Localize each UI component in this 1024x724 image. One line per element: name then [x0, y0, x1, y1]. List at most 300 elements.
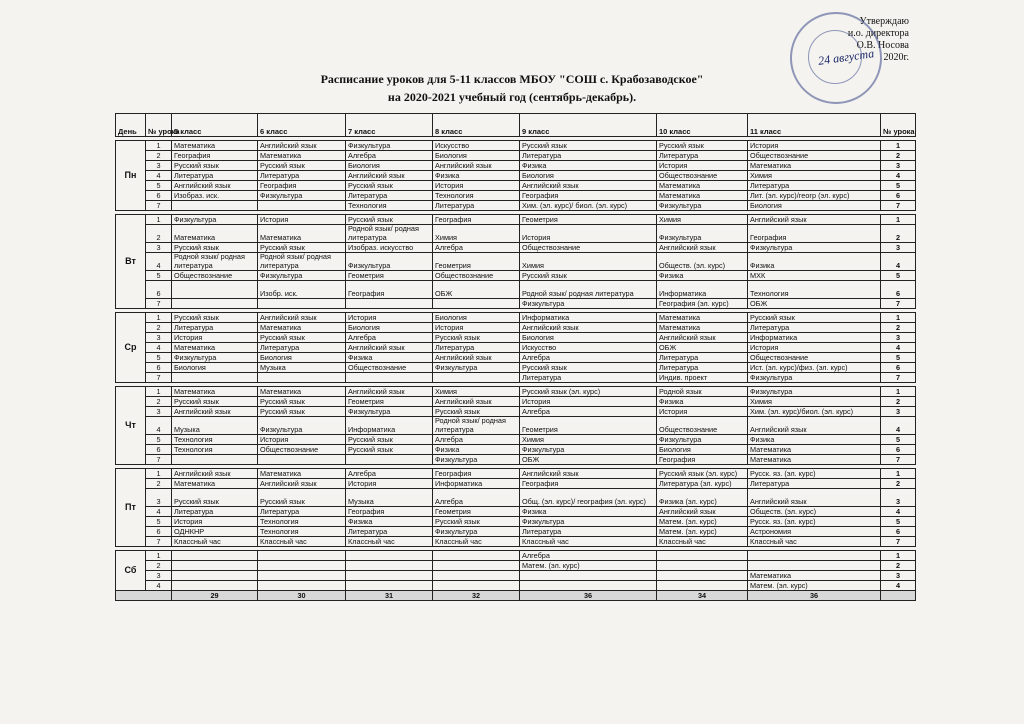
lesson-cell: ОБЖ — [748, 299, 881, 309]
lesson-cell: Литература — [657, 363, 748, 373]
table-row — [116, 333, 916, 343]
lesson-number: 3 — [146, 243, 172, 253]
total-hours: 36 — [748, 591, 881, 601]
lesson-number-right: 5 — [881, 435, 916, 445]
column-header: 11 класс — [748, 114, 881, 137]
lesson-number-right: 6 — [881, 191, 916, 201]
lesson-number-right: 6 — [881, 445, 916, 455]
lesson-number: 2 — [146, 323, 172, 333]
lesson-cell: Классный час — [258, 537, 346, 547]
lesson-cell: Родной язык/ родная литература — [433, 417, 520, 435]
lesson-cell: Классный час — [172, 537, 258, 547]
lesson-cell: Химия — [748, 171, 881, 181]
lesson-cell — [172, 571, 258, 581]
lesson-cell: Технология — [748, 281, 881, 299]
approval-line-2: и.о. директора — [847, 28, 909, 39]
lesson-cell: Русский язык — [748, 313, 881, 323]
lesson-cell: География — [433, 469, 520, 479]
lesson-cell: Русский язык — [346, 181, 433, 191]
lesson-number-right: 7 — [881, 455, 916, 465]
column-header: № урока — [881, 114, 916, 137]
lesson-cell: История — [657, 407, 748, 417]
lesson-number: 6 — [146, 191, 172, 201]
lesson-number: 5 — [146, 353, 172, 363]
table-row — [116, 397, 916, 407]
lesson-cell: Физика — [433, 171, 520, 181]
lesson-cell — [433, 571, 520, 581]
lesson-number-right: 6 — [881, 281, 916, 299]
totals-end — [881, 591, 916, 601]
lesson-cell: Математика — [258, 387, 346, 397]
lesson-number-right: 2 — [881, 323, 916, 333]
approval-line-4: 2020г. — [883, 52, 909, 63]
lesson-cell: Математика — [657, 323, 748, 333]
lesson-number: 2 — [146, 561, 172, 571]
lesson-cell: Технология — [433, 191, 520, 201]
lesson-cell: История — [748, 141, 881, 151]
lesson-cell: Алгебра — [346, 469, 433, 479]
lesson-cell: География — [433, 215, 520, 225]
lesson-number-right: 2 — [881, 397, 916, 407]
table-row — [116, 161, 916, 171]
lesson-cell: Физкультура — [172, 353, 258, 363]
lesson-cell: Классный час — [657, 537, 748, 547]
lesson-cell — [433, 561, 520, 571]
lesson-cell — [657, 581, 748, 591]
lesson-cell: Алгебра — [346, 151, 433, 161]
table-row — [116, 445, 916, 455]
lesson-cell: История — [657, 161, 748, 171]
lesson-cell: Биология — [748, 201, 881, 211]
lesson-number-right: 3 — [881, 243, 916, 253]
lesson-cell: Русский язык — [172, 313, 258, 323]
lesson-cell: Математика — [748, 455, 881, 465]
lesson-cell: Математика — [172, 479, 258, 489]
lesson-cell: История — [433, 323, 520, 333]
lesson-number-right: 2 — [881, 479, 916, 489]
lesson-cell: География — [748, 225, 881, 243]
lesson-number: 6 — [146, 363, 172, 373]
lesson-cell: Русский язык — [346, 435, 433, 445]
lesson-number: 5 — [146, 517, 172, 527]
lesson-cell: Математика — [748, 571, 881, 581]
lesson-cell: Обществознание — [657, 417, 748, 435]
table-row — [116, 581, 916, 591]
lesson-cell: Литература — [258, 343, 346, 353]
lesson-cell: Математика — [172, 387, 258, 397]
lesson-number-right: 4 — [881, 171, 916, 181]
lesson-cell: История — [172, 333, 258, 343]
lesson-cell — [346, 581, 433, 591]
day-name: Ср — [116, 313, 146, 383]
lesson-cell — [346, 551, 433, 561]
total-hours: 36 — [520, 591, 657, 601]
lesson-cell: Лит. (эл. курс)/геогр (эл. курс) — [748, 191, 881, 201]
lesson-number: 3 — [146, 333, 172, 343]
lesson-cell: Английский язык — [258, 313, 346, 323]
total-hours: 32 — [433, 591, 520, 601]
lesson-cell: Английский язык — [657, 243, 748, 253]
lesson-number-right: 5 — [881, 181, 916, 191]
lesson-number: 3 — [146, 489, 172, 507]
approval-line-1: Утверждаю — [859, 16, 909, 27]
lesson-cell: Биология — [258, 353, 346, 363]
lesson-cell: Геометрия — [520, 417, 657, 435]
lesson-number-right: 6 — [881, 363, 916, 373]
lesson-cell: Английский язык — [433, 353, 520, 363]
lesson-cell: Обществознание — [748, 151, 881, 161]
lesson-cell — [172, 551, 258, 561]
lesson-cell: Физкультура — [433, 363, 520, 373]
lesson-cell: Физика — [346, 353, 433, 363]
lesson-number-right: 5 — [881, 353, 916, 363]
lesson-number: 7 — [146, 201, 172, 211]
column-header: № урока — [146, 114, 172, 137]
lesson-number-right: 1 — [881, 469, 916, 479]
lesson-cell: Физкультура — [433, 527, 520, 537]
lesson-cell: Технология — [172, 435, 258, 445]
lesson-cell: Геометрия — [346, 271, 433, 281]
lesson-cell: Английский язык — [520, 181, 657, 191]
column-header: 7 класс — [346, 114, 433, 137]
table-row — [116, 507, 916, 517]
lesson-cell: Физкультура — [346, 141, 433, 151]
lesson-cell: Технология — [346, 201, 433, 211]
lesson-cell: История — [346, 479, 433, 489]
lesson-cell — [657, 561, 748, 571]
lesson-cell: ОБЖ — [657, 343, 748, 353]
totals-row — [116, 591, 916, 601]
table-row — [116, 571, 916, 581]
lesson-number-right: 7 — [881, 373, 916, 383]
lesson-cell: Литература — [433, 343, 520, 353]
lesson-cell: Русский язык — [258, 333, 346, 343]
lesson-cell — [346, 561, 433, 571]
day-name: Сб — [116, 551, 146, 591]
lesson-cell — [172, 455, 258, 465]
lesson-number: 5 — [146, 435, 172, 445]
lesson-cell: География — [258, 181, 346, 191]
lesson-cell: География — [172, 151, 258, 161]
lesson-cell: Обществ. (эл. курс) — [657, 253, 748, 271]
lesson-number: 4 — [146, 417, 172, 435]
lesson-cell: Алгебра — [520, 353, 657, 363]
table-row — [116, 527, 916, 537]
lesson-cell: Родной язык/ родная литература — [172, 253, 258, 271]
table-row — [116, 343, 916, 353]
lesson-cell — [172, 373, 258, 383]
lesson-number-right: 2 — [881, 151, 916, 161]
lesson-cell: Литература — [258, 507, 346, 517]
column-header: 8 класс — [433, 114, 520, 137]
lesson-cell: Алгебра — [433, 435, 520, 445]
lesson-cell: Английский язык — [258, 479, 346, 489]
lesson-cell: Геометрия — [520, 215, 657, 225]
lesson-cell: История — [258, 215, 346, 225]
lesson-cell — [172, 201, 258, 211]
lesson-cell: Алгебра — [433, 489, 520, 507]
lesson-cell: Литература — [748, 181, 881, 191]
lesson-cell: Литература — [346, 527, 433, 537]
lesson-cell — [258, 373, 346, 383]
lesson-cell: Физкультура — [657, 435, 748, 445]
lesson-cell: Обществ. (эл. курс) — [748, 507, 881, 517]
table-row — [116, 387, 916, 397]
lesson-cell — [520, 581, 657, 591]
lesson-cell: Химия — [748, 397, 881, 407]
lesson-cell: Математика — [657, 191, 748, 201]
lesson-cell: Хим. (эл. курс)/биол. (эл. курс) — [748, 407, 881, 417]
lesson-number: 7 — [146, 537, 172, 547]
lesson-cell: История — [346, 313, 433, 323]
lesson-number-right: 1 — [881, 551, 916, 561]
lesson-cell: Русский язык — [258, 407, 346, 417]
lesson-cell: География — [346, 281, 433, 299]
day-name: Пн — [116, 141, 146, 211]
lesson-number: 5 — [146, 181, 172, 191]
table-row — [116, 363, 916, 373]
lesson-number: 7 — [146, 299, 172, 309]
lesson-cell: Физкультура — [346, 253, 433, 271]
lesson-cell: Химия — [520, 435, 657, 445]
lesson-cell: Индив. проект — [657, 373, 748, 383]
lesson-cell: Физкультура — [172, 215, 258, 225]
lesson-cell: Биология — [172, 363, 258, 373]
lesson-cell: Физика — [520, 507, 657, 517]
table-row — [116, 215, 916, 225]
column-header: 9 класс — [520, 114, 657, 137]
lesson-cell: Физкультура — [258, 271, 346, 281]
table-row — [116, 435, 916, 445]
total-hours: 29 — [172, 591, 258, 601]
lesson-cell: Математика — [657, 313, 748, 323]
lesson-cell: Музыка — [172, 417, 258, 435]
table-row — [116, 181, 916, 191]
table-row — [116, 201, 916, 211]
column-header: 5 класс — [172, 114, 258, 137]
lesson-number-right: 7 — [881, 299, 916, 309]
lesson-cell: Физика (эл. курс) — [657, 489, 748, 507]
lesson-cell: Русский язык — [172, 161, 258, 171]
lesson-cell: Алгебра — [433, 243, 520, 253]
lesson-number-right: 7 — [881, 537, 916, 547]
lesson-number: 4 — [146, 253, 172, 271]
lesson-cell: История — [433, 181, 520, 191]
table-row — [116, 561, 916, 571]
lesson-cell: Изобр. иск. — [258, 281, 346, 299]
lesson-cell: Обществознание — [172, 271, 258, 281]
total-hours: 34 — [657, 591, 748, 601]
lesson-cell: Английский язык — [748, 489, 881, 507]
lesson-cell: Русский язык — [433, 517, 520, 527]
lesson-number: 1 — [146, 387, 172, 397]
lesson-cell — [657, 571, 748, 581]
lesson-cell: Английский язык — [172, 407, 258, 417]
lesson-cell: Хим. (эл. курс)/ биол. (эл. курс) — [520, 201, 657, 211]
lesson-cell: Английский язык — [346, 171, 433, 181]
lesson-cell: Физика — [433, 445, 520, 455]
lesson-cell: ОБЖ — [520, 455, 657, 465]
lesson-cell: Математика — [657, 181, 748, 191]
lesson-cell: Химия — [657, 215, 748, 225]
lesson-cell: Литература — [433, 201, 520, 211]
lesson-cell: Литература — [748, 479, 881, 489]
lesson-cell: Русский язык (эл. курс) — [657, 469, 748, 479]
lesson-cell: Английский язык — [748, 417, 881, 435]
lesson-cell: История — [172, 517, 258, 527]
lesson-cell: Родной язык/ родная литература — [258, 253, 346, 271]
lesson-cell: Химия — [433, 387, 520, 397]
lesson-cell: Математика — [258, 225, 346, 243]
lesson-cell: МХК — [748, 271, 881, 281]
lesson-number: 4 — [146, 343, 172, 353]
lesson-cell: Русский язык — [433, 407, 520, 417]
lesson-cell: Обществознание — [657, 171, 748, 181]
lesson-number: 1 — [146, 469, 172, 479]
lesson-number: 2 — [146, 479, 172, 489]
lesson-cell: Русский язык — [258, 243, 346, 253]
lesson-cell: Физкультура — [258, 191, 346, 201]
lesson-cell: Изобраз. искусство — [346, 243, 433, 253]
table-row — [116, 455, 916, 465]
lesson-cell: Классный час — [520, 537, 657, 547]
lesson-cell: Матем. (эл. курс) — [520, 561, 657, 571]
lesson-number: 7 — [146, 455, 172, 465]
lesson-cell: Русский язык — [520, 271, 657, 281]
lesson-cell: Английский язык — [520, 323, 657, 333]
lesson-cell — [258, 299, 346, 309]
lesson-cell: Английский язык — [433, 161, 520, 171]
lesson-number-right: 3 — [881, 571, 916, 581]
lesson-cell: Классный час — [748, 537, 881, 547]
total-hours: 31 — [346, 591, 433, 601]
lesson-cell — [346, 571, 433, 581]
lesson-cell — [258, 551, 346, 561]
lesson-cell: Физкультура — [433, 455, 520, 465]
lesson-cell: Астрономия — [748, 527, 881, 537]
lesson-cell: История — [258, 435, 346, 445]
table-row — [116, 313, 916, 323]
lesson-cell: Классный час — [346, 537, 433, 547]
lesson-cell: Английский язык — [520, 469, 657, 479]
lesson-cell: Физика — [748, 253, 881, 271]
lesson-cell: Русский язык — [433, 333, 520, 343]
lesson-cell: Английский язык — [258, 141, 346, 151]
lesson-number: 6 — [146, 527, 172, 537]
lesson-cell — [172, 561, 258, 571]
lesson-cell — [433, 581, 520, 591]
approval-line-3: О.В. Носова — [856, 40, 909, 51]
lesson-cell: Английский язык — [172, 181, 258, 191]
lesson-cell: Информатика — [346, 417, 433, 435]
lesson-number: 2 — [146, 397, 172, 407]
lesson-cell: Литература — [172, 323, 258, 333]
lesson-cell: Русский язык — [346, 215, 433, 225]
lesson-cell: Русский язык — [172, 243, 258, 253]
lesson-cell: Матем. (эл. курс) — [657, 517, 748, 527]
lesson-cell — [433, 551, 520, 561]
totals-label — [116, 591, 172, 601]
lesson-number: 3 — [146, 571, 172, 581]
lesson-cell: Математика — [748, 161, 881, 171]
table-row — [116, 191, 916, 201]
lesson-number-right: 5 — [881, 271, 916, 281]
lesson-cell: Матем. (эл. курс) — [657, 527, 748, 537]
table-row — [116, 373, 916, 383]
lesson-cell: Литература — [258, 171, 346, 181]
table-row — [116, 537, 916, 547]
lesson-cell: Биология — [520, 333, 657, 343]
lesson-number: 5 — [146, 271, 172, 281]
lesson-cell: География — [346, 507, 433, 517]
lesson-cell: География — [657, 455, 748, 465]
lesson-cell: Классный час — [433, 537, 520, 547]
lesson-cell: Информатика — [520, 313, 657, 323]
lesson-cell: Литература — [657, 353, 748, 363]
lesson-number-right: 3 — [881, 489, 916, 507]
lesson-cell: Биология — [520, 171, 657, 181]
lesson-cell: Русск. яз. (эл. курс) — [748, 469, 881, 479]
lesson-cell: Физика — [346, 517, 433, 527]
lesson-cell: Технология — [258, 527, 346, 537]
lesson-cell — [346, 299, 433, 309]
lesson-number-right: 3 — [881, 407, 916, 417]
lesson-cell: Физика — [520, 161, 657, 171]
lesson-cell: Русский язык — [258, 489, 346, 507]
lesson-number: 6 — [146, 445, 172, 455]
lesson-cell: Биология — [346, 161, 433, 171]
lesson-number-right: 1 — [881, 215, 916, 225]
lesson-number-right: 4 — [881, 581, 916, 591]
lesson-cell: Биология — [433, 313, 520, 323]
lesson-cell: Технология — [258, 517, 346, 527]
lesson-number-right: 2 — [881, 561, 916, 571]
lesson-cell: Английский язык — [346, 343, 433, 353]
lesson-cell: История — [520, 225, 657, 243]
table-row — [116, 299, 916, 309]
lesson-cell: География — [520, 479, 657, 489]
lesson-number-right: 1 — [881, 313, 916, 323]
lesson-cell — [172, 281, 258, 299]
lesson-cell: Математика — [258, 323, 346, 333]
lesson-cell: Русский язык — [520, 141, 657, 151]
lesson-number-right: 1 — [881, 387, 916, 397]
lesson-number: 3 — [146, 161, 172, 171]
lesson-cell: Литература — [172, 171, 258, 181]
lesson-cell: Физика — [657, 271, 748, 281]
lesson-cell: Обществознание — [520, 243, 657, 253]
lesson-number: 1 — [146, 313, 172, 323]
lesson-cell: ОДНКНР — [172, 527, 258, 537]
lesson-cell: География — [520, 191, 657, 201]
lesson-number: 2 — [146, 225, 172, 243]
lesson-cell: Химия — [433, 225, 520, 243]
table-row — [116, 253, 916, 271]
lesson-number-right: 1 — [881, 141, 916, 151]
table-row — [116, 281, 916, 299]
lesson-cell — [258, 571, 346, 581]
lesson-cell — [748, 561, 881, 571]
day-name: Чт — [116, 387, 146, 465]
lesson-cell: История — [520, 397, 657, 407]
lesson-cell: Русский язык — [258, 397, 346, 407]
lesson-cell: Обществознание — [258, 445, 346, 455]
lesson-number: 4 — [146, 171, 172, 181]
lesson-cell — [520, 571, 657, 581]
column-header: 6 класс — [258, 114, 346, 137]
lesson-number-right: 4 — [881, 417, 916, 435]
lesson-cell: Изобраз. иск. — [172, 191, 258, 201]
